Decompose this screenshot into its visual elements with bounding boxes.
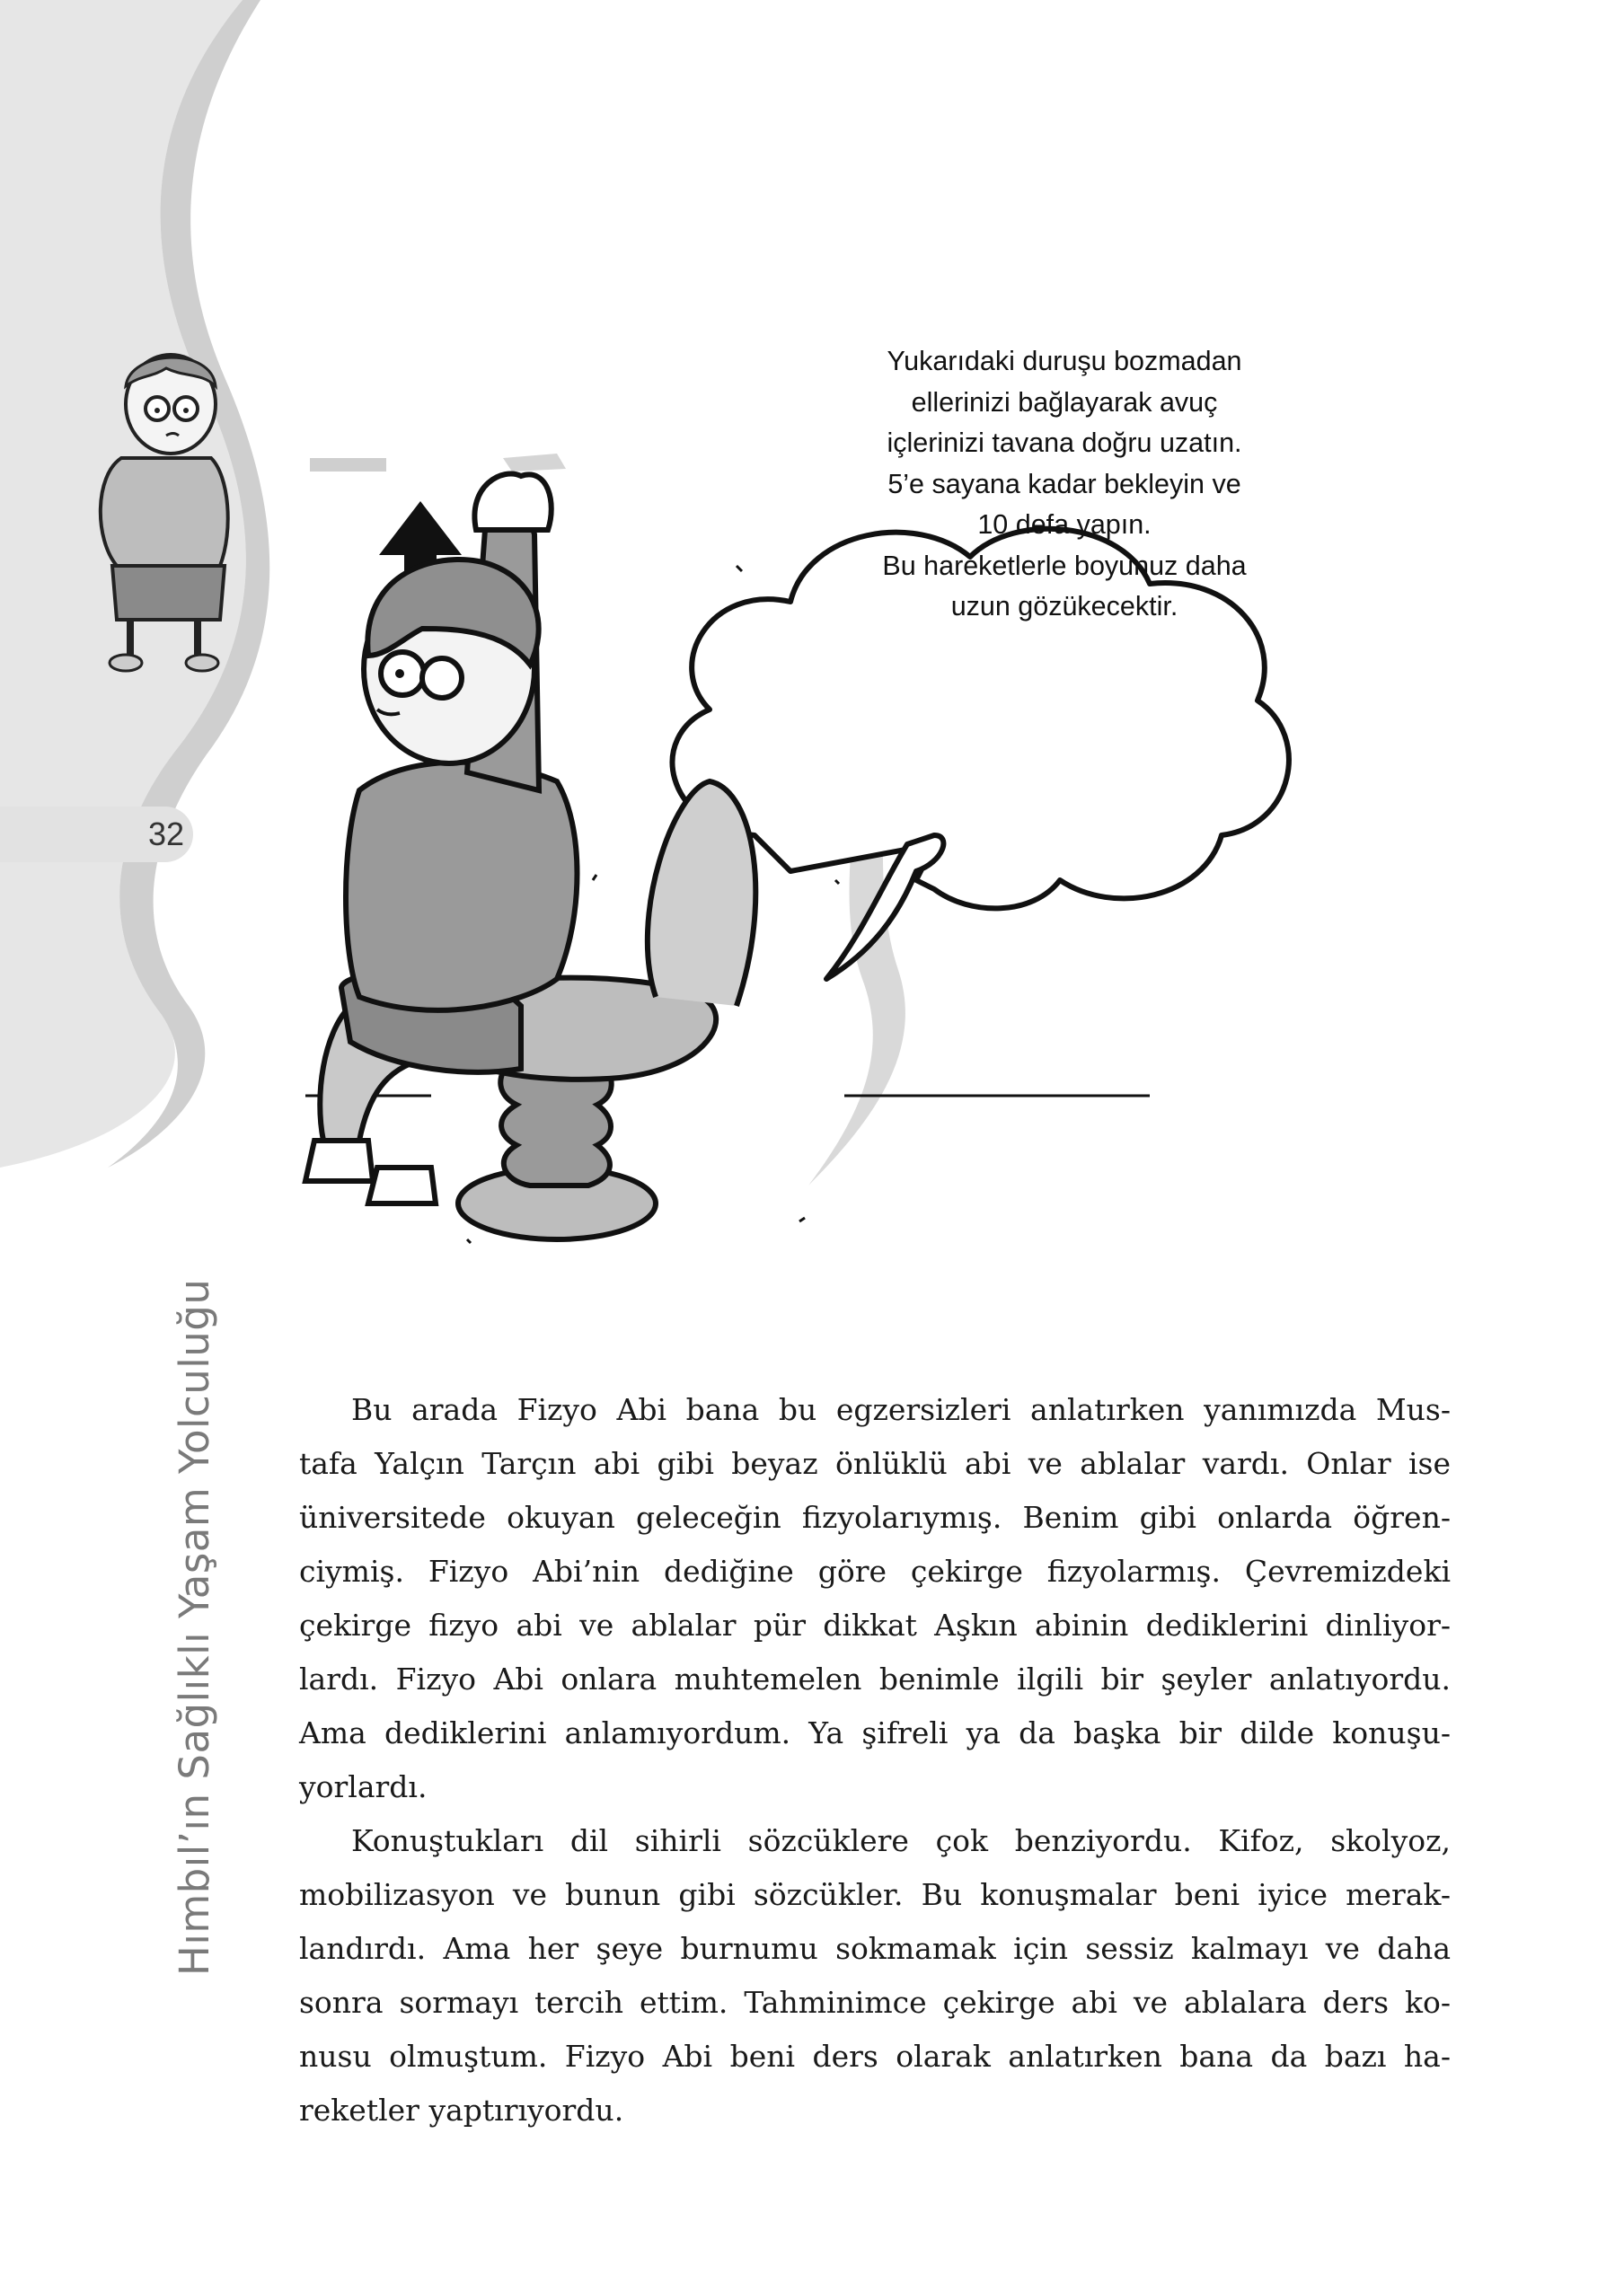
bubble-line: Yukarıdaki duruşu bozmadan bbox=[887, 346, 1242, 376]
text-line: tafa Yalçın Tarçın abi gibi beyaz önlüklü abi ve ablalar vardı. Onlar ise bbox=[299, 1446, 1451, 1481]
text-line: lardı. Fizyo Abi onlara muhtemelen benimle ilgili bir şeyler anlatıyordu. bbox=[299, 1662, 1451, 1697]
body-text bbox=[299, 1383, 1451, 2138]
bubble-line: 10 defa yapın. bbox=[977, 509, 1152, 540]
bubble-line: Bu hareketlerle boyunuz daha bbox=[882, 550, 1247, 581]
text-line: sonra sormayı tercih ettim. Tahminimce çekirge abi ve ablalara ders ko- bbox=[299, 1985, 1451, 2020]
chubby-boy-with-glasses-icon bbox=[76, 341, 238, 674]
paragraph-2 bbox=[299, 1814, 1451, 2138]
running-title: Hımbıl’ın Sağlıklı Yaşam Yolculuğu bbox=[171, 1278, 218, 1976]
text-line: Konuştukları dil sihirli sözcüklere çok benziyordu. Kifoz, skolyoz, bbox=[351, 1823, 1451, 1858]
bubble-line: ellerinizi bağlayarak avuç bbox=[911, 386, 1218, 418]
text-line: landırdı. Ama her şeye burnumu sokmamak için sessiz kalmayı ve daha bbox=[299, 1931, 1451, 1966]
speech-bubble-text bbox=[867, 341, 1262, 628]
text-line: reketler yaptırıyordu. bbox=[299, 2093, 624, 2128]
text-line: üniversitede okuyan geleceğin fizyolarıymış. Benim gibi onlarda öğren- bbox=[299, 1500, 1451, 1535]
text-line: ciymiş. Fizyo Abi’nin dediğine göre çekirge fizyolarmış. Çevremizdeki bbox=[299, 1554, 1451, 1589]
page-number: 32 bbox=[147, 815, 184, 852]
text-line: nusu olmuştum. Fizyo Abi beni ders olarak anlatırken bana da bazı ha- bbox=[299, 2039, 1451, 2074]
text-line: çekirge fizyo abi ve ablalar pür dikkat Aşkın abinin dediklerini dinliyor- bbox=[299, 1608, 1451, 1643]
bubble-line: içlerinizi tavana doğru uzatın. bbox=[887, 428, 1242, 458]
text-line: Ama dediklerini anlamıyordum. Ya şifreli ya da başka bir dilde konuşu- bbox=[299, 1715, 1451, 1750]
bubble-line: 5’e sayana kadar bekleyin ve bbox=[887, 468, 1241, 499]
text-line: Bu arada Fizyo Abi bana bu egzersizleri anlatırken yanımızda Mus- bbox=[351, 1392, 1451, 1427]
paragraph-1 bbox=[299, 1383, 1451, 1814]
text-line: yorlardı. bbox=[299, 1769, 428, 1804]
bubble-line: uzun gözükecektir. bbox=[950, 591, 1178, 621]
text-line: mobilizasyon ve bunun gibi sözcükler. Bu konuşmalar beni iyice merak- bbox=[299, 1877, 1451, 1912]
